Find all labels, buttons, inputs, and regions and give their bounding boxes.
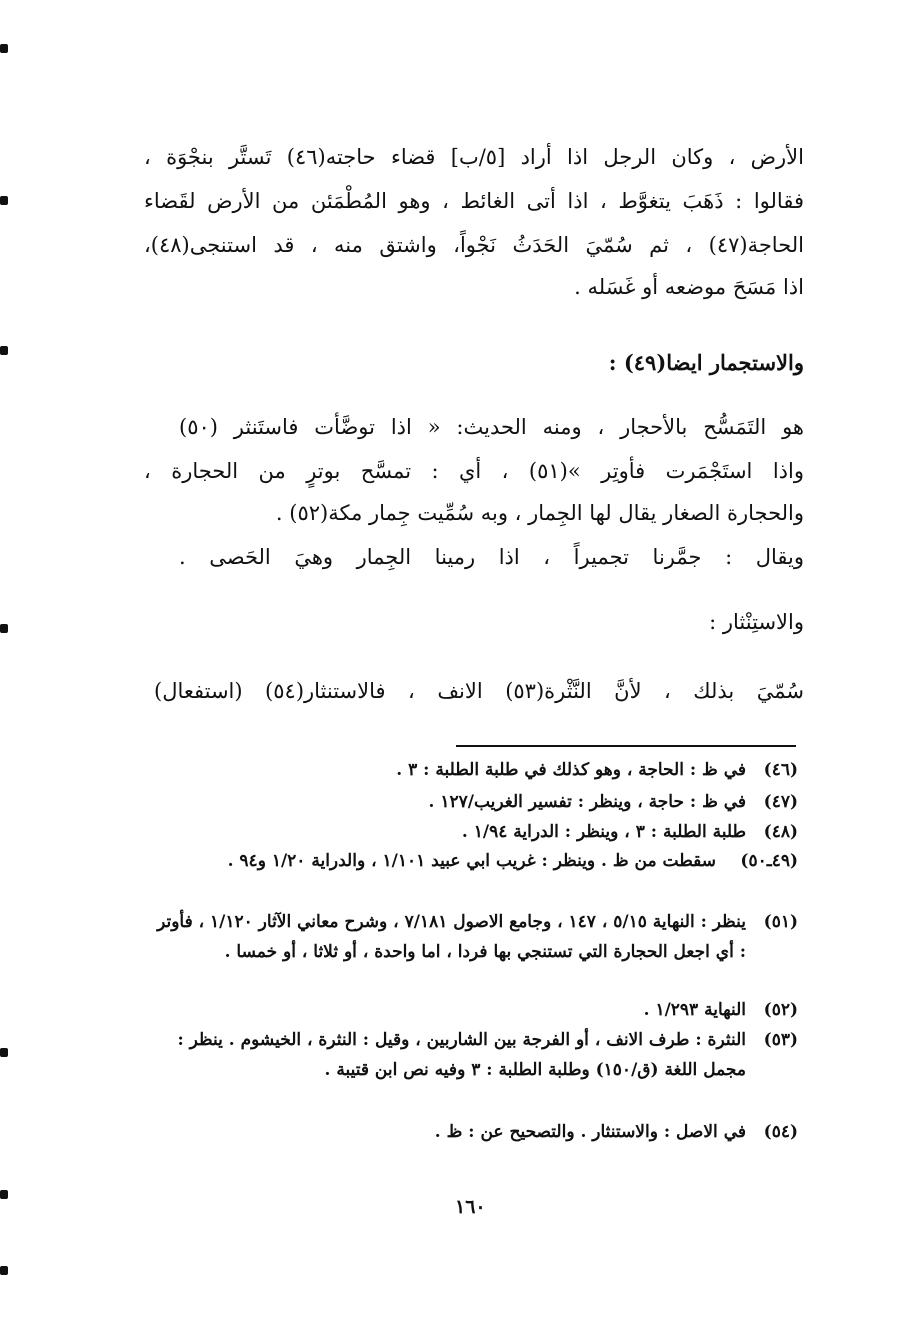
section-heading: والاستِنْثار : — [709, 610, 804, 634]
footnote-number: (٥٣) — [763, 1030, 798, 1050]
body-line: والحجارة الصغار يقال لها الجِمار ، وبه سُمِّيت جِمار مكة(٥٢) . — [275, 501, 804, 525]
footnote-text: طلبة الطلبة : ٣ ، وينظر : الدراية ١/٩٤ . — [461, 822, 746, 842]
footnote-number: (٤٦) — [763, 760, 798, 780]
body-line: اذا مَسَحَ موضعه أو غَسَله . — [574, 275, 804, 299]
footnote-text: ينظر : النهاية ٥/١٥ ، ١٤٧ ، وجامع الاصول ٧/١٨١ ، وشرح معاني الآثار ١/١٢٠ ، فأوتر : أي اجعل الحجارة التي تستنجي بها فردا ، اما واحدة ، أو ثلاثا ، أو خمسا . — [157, 912, 746, 962]
footnote-text: في الاصل : والاستنثار . والتصحيح عن : ظ . — [434, 1122, 746, 1142]
footnote-number: (٤٧) — [763, 792, 798, 812]
footnote-number: (٥١) — [763, 912, 798, 932]
footnote — [150, 846, 798, 876]
body-line: فقالوا : ذَهَبَ يتغوَّط ، اذا أتى الغائط ، وهو المُطْمَئن من الأرض لقَضاء — [144, 189, 804, 213]
page-number: ١٦٠ — [455, 1196, 486, 1218]
scan-edge-mark — [0, 196, 8, 205]
footnote-number: (٥٢) — [763, 1000, 798, 1020]
body-line: واذا استَجْمَرت فأوتِر »(٥١) ، أي : تمسَّح بوترٍ من الحجارة ، — [144, 459, 804, 483]
footnote — [150, 907, 798, 967]
scan-edge-mark — [0, 624, 8, 633]
section-heading: والاستجمار ايضا(٤٩) : — [608, 350, 804, 375]
scan-edge-mark — [0, 1048, 8, 1057]
body-line: ويقال : جمَّرنا تجميراً ، اذا رمينا الجِمار وهيَ الحَصى . — [179, 545, 804, 569]
footnote — [150, 1025, 798, 1085]
body-line: هو التَمَسُّح بالأحجار ، ومنه الحديث: « اذا توضَّأت فاستَنثر (٥٠) — [179, 415, 804, 439]
footnote — [150, 1117, 798, 1147]
footnote-text: سقطت من ظ . وينظر : غريب ابي عبيد ١/١٠١ ، والدراية ١/٢٠ و٩٤ . — [227, 851, 716, 871]
body-line: الحاجة(٤٧) ، ثم سُمّيَ الحَدَثُ نَجْواً، واشتق منه ، قد استنجى(٤٨)، — [144, 233, 804, 257]
footnote-number: (٥٤) — [763, 1122, 798, 1142]
scan-edge-mark — [0, 1266, 8, 1275]
footnote — [150, 817, 798, 847]
footnote — [150, 787, 798, 817]
footnote-text: النهاية ١/٢٩٣ . — [643, 1000, 746, 1020]
body-line: الأرض ، وكان الرجل اذا أراد [٥/ب] قضاء حاجته(٤٦) تَستَّر بنجْوَة ، — [144, 145, 804, 169]
footnote-number: (٤٨) — [763, 822, 798, 842]
scan-edge-mark — [0, 1190, 8, 1199]
scan-edge-mark — [0, 44, 8, 53]
footnote-text: في ظ : الحاجة ، وهو كذلك في طلبة الطلبة : ٣ . — [396, 760, 746, 780]
body-line: سُمّيَ بذلك ، لأنَّ النَّثْرة(٥٣) الانف ، فالاستنثار(٥٤) (استفعال) — [154, 679, 804, 703]
footnote-text: النثرة : طرف الانف ، أو الفرجة بين الشاربين ، وقيل : النثرة ، الخيشوم . ينظر : مجمل اللغة (ق/١٥٠) وطلبة الطلبة : ٣ وفيه نص ابن قتيبة . — [177, 1030, 746, 1080]
footnote — [150, 755, 798, 785]
scan-edge-mark — [0, 346, 8, 355]
footnote-text: في ظ : حاجة ، وينظر : تفسير الغريب/١٢٧ . — [428, 792, 746, 812]
footnote-number: (٤٩ـ٥٠) — [740, 851, 798, 871]
footnote — [150, 995, 798, 1025]
footnote-divider — [456, 745, 796, 747]
